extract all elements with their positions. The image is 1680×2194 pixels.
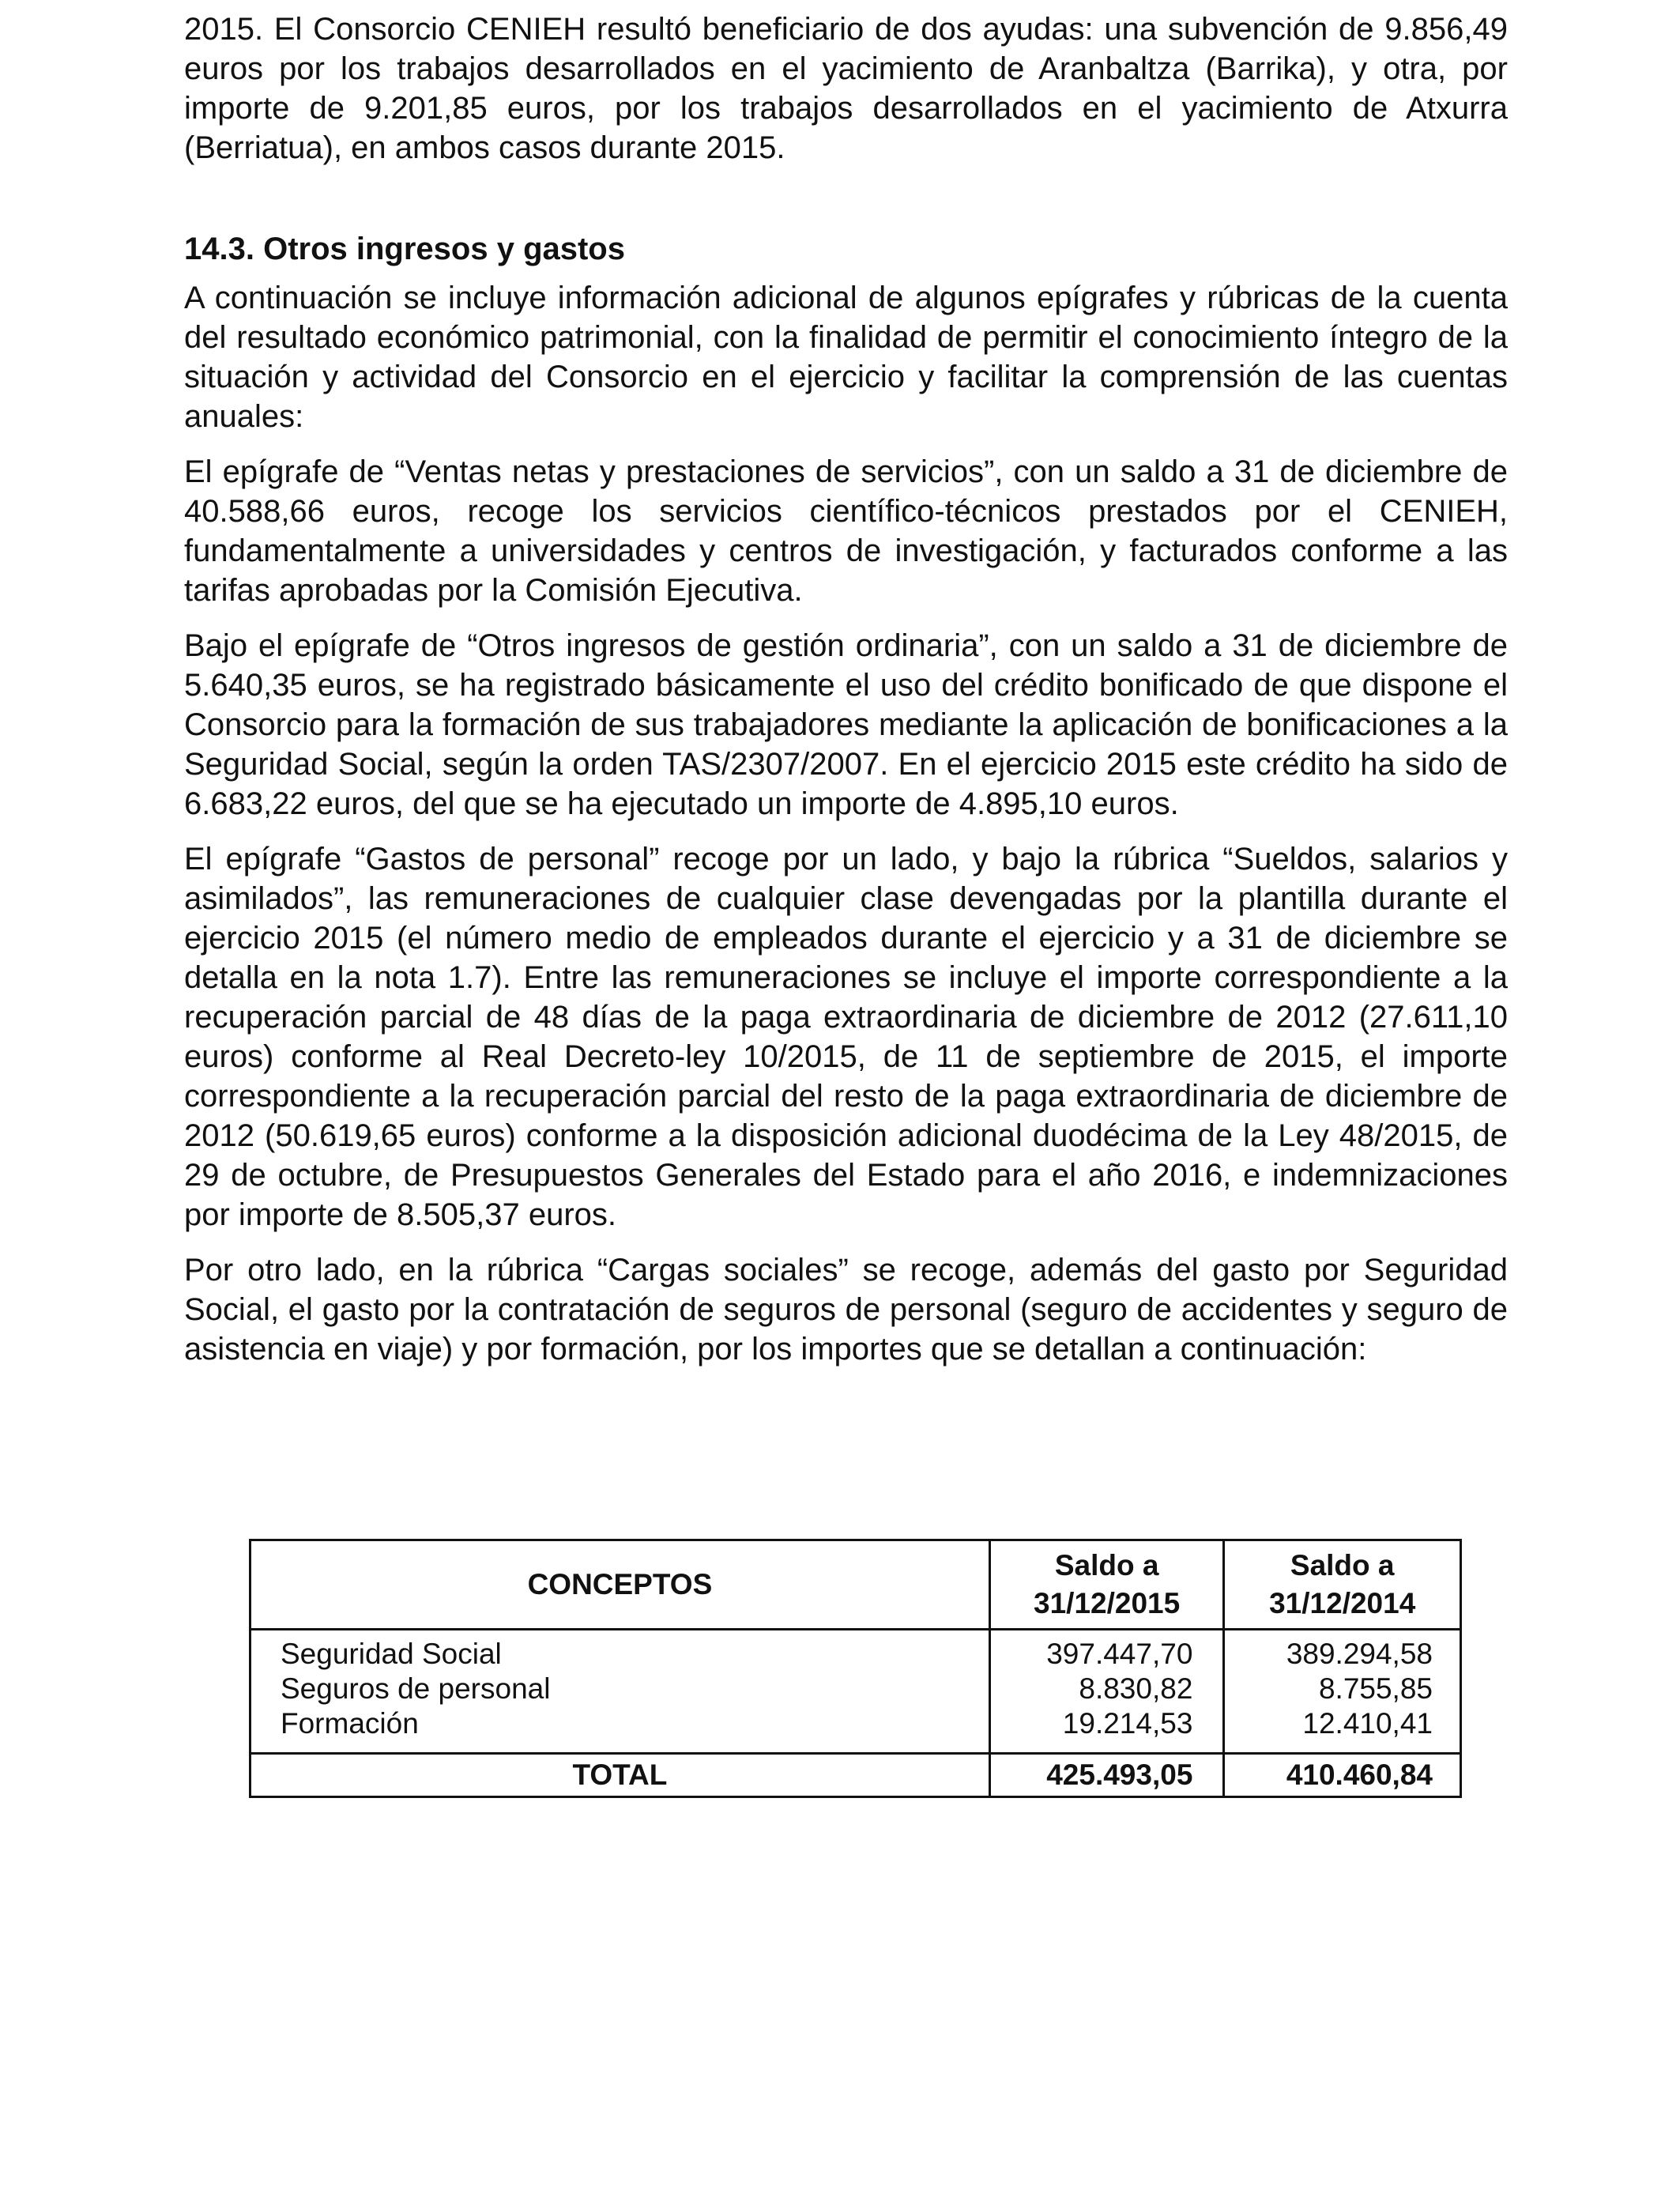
- paragraph-gastos-personal: El epígrafe “Gastos de personal” recoge por un lado, y bajo la rúbrica “Sueldos, salarios y asimilados”, las remuneraciones de cualquier clase devengadas por la plantilla durante el ejercicio 2015 (el número medio de empleados durante el ejercicio y a 31 de diciembre se detalla en la nota 1.7). Entre las remuneraciones se incluye el importe correspondiente a la recuperación parcial de 48 días de la paga extraordinaria de diciembre de 2012 (27.611,10 euros) conforme al Real Decreto-ley 10/2015, de 11 de septiembre de 2015, el importe correspondiente a la recuperación parcial del resto de la paga extraordinaria de diciembre de 2012 (50.619,65 euros) conforme a la disposición adicional duodécima de la Ley 48/2015, de 29 de octubre, de Presupuestos Generales del Estado para el año 2016, e indemnizaciones por importe de 8.505,37 euros.: [184, 842, 1508, 1232]
- total-value-2015: 425.493,05: [989, 1754, 1224, 1797]
- row-value-2014: 389.294,58: [1224, 1630, 1461, 1672]
- paragraph-cargas-sociales: Por otro lado, en la rúbrica “Cargas sociales” se recoge, además del gasto por Seguridad Social, el gasto por la contratación de seguros de personal (seguro de accidentes y seguro de asistencia en viaje) y por formación, por los importes que se detallan a continuación:: [184, 1253, 1508, 1367]
- table-row: [250, 1706, 1461, 1754]
- paragraph-otros-ingresos-gestion: Bajo el epígrafe de “Otros ingresos de gestión ordinaria”, con un saldo a 31 de diciembre de 5.640,35 euros, se ha registrado básicamente el uso del crédito bonificado de que dispone el Consorcio para la formación de sus trabajadores mediante la aplicación de bonificaciones a la Seguridad Social, según la orden TAS/2307/2007. En el ejercicio 2015 este crédito ha sido de 6.683,22 euros, del que se ha ejecutado un importe de 4.895,10 euros.: [184, 628, 1508, 821]
- row-value-2014: 12.410,41: [1224, 1706, 1461, 1754]
- total-value-2014: 410.460,84: [1224, 1754, 1461, 1797]
- row-value-2014: 8.755,85: [1224, 1672, 1461, 1706]
- row-value-2015: 8.830,82: [989, 1672, 1224, 1706]
- row-concept: Formación: [250, 1706, 990, 1754]
- header-saldo-2014-line2: 31/12/2014: [1269, 1587, 1416, 1619]
- header-conceptos: CONCEPTOS: [250, 1540, 990, 1630]
- header-saldo-2015-line2: 31/12/2015: [1034, 1587, 1181, 1619]
- header-saldo-2015: [989, 1540, 1224, 1630]
- table-row: [250, 1672, 1461, 1706]
- cargas-sociales-table: [249, 1539, 1462, 1798]
- table-row: [250, 1630, 1461, 1672]
- header-saldo-2014: [1224, 1540, 1461, 1630]
- table-header-row: [250, 1540, 1461, 1630]
- row-concept: Seguridad Social: [250, 1630, 990, 1672]
- header-saldo-2014-line1: Saldo a: [1290, 1549, 1395, 1581]
- table-total-row: [250, 1754, 1461, 1797]
- header-saldo-2015-line1: Saldo a: [1054, 1549, 1159, 1581]
- paragraph-ventas-netas: El epígrafe de “Ventas netas y prestaciones de servicios”, con un saldo a 31 de diciembre de 40.588,66 euros, recoge los servicios científico-técnicos prestados por el CENIEH, fundamentalmente a universidades y centros de investigación, y facturados conforme a las tarifas aprobadas por la Comisión Ejecutiva.: [184, 454, 1508, 608]
- row-concept: Seguros de personal: [250, 1672, 990, 1706]
- row-value-2015: 19.214,53: [989, 1706, 1224, 1754]
- document-page: [184, 9, 1508, 1369]
- total-label: TOTAL: [250, 1754, 990, 1797]
- row-value-2015: 397.447,70: [989, 1630, 1224, 1672]
- paragraph-otros-ingresos-intro: A continuación se incluye información adicional de algunos epígrafes y rúbricas de la cuenta del resultado económico patrimonial, con la finalidad de permitir el conocimiento íntegro de la situación y actividad del Consorcio en el ejercicio y facilitar la comprensión de las cuentas anuales:: [184, 281, 1508, 434]
- paragraph-intro: 2015. El Consorcio CENIEH resultó beneficiario de dos ayudas: una subvención de 9.856,49 euros por los trabajos desarrollados en el yacimiento de Aranbaltza (Barrika), y otra, por importe de 9.201,85 euros, por los trabajos desarrollados en el yacimiento de Atxurra (Berriatua), en ambos casos durante 2015.: [184, 12, 1508, 165]
- section-heading: 14.3. Otros ingresos y gastos: [184, 232, 625, 266]
